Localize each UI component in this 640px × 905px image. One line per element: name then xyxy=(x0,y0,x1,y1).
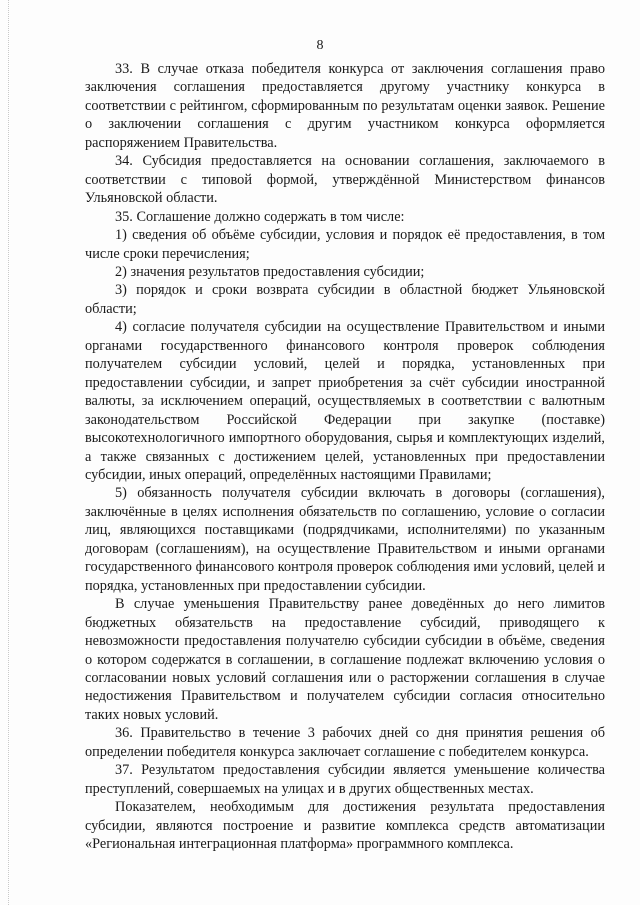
paragraph-33: 33. В случае отказа победителя конкурса от заключения соглашения право заключения соглашения предоставляется другому участнику конкурса в соответствии с рейтингом, сформированным по результатам оценки заявок. Решение о заключении соглашения с другим участником конкурса оформляется распоряжением Правительства. xyxy=(85,61,605,151)
list-item-3: 3) порядок и сроки возврата субсидии в областной бюджет Ульяновской области; xyxy=(85,282,605,317)
paragraph-36: 36. Правительство в течение 3 рабочих дней со дня принятия решения об определении победителя конкурса заключает соглашение с победителем конкурса. xyxy=(85,725,605,760)
list-item-1: 1) сведения об объёме субсидии, условия и порядок её предоставления, в том числе сроки перечисления; xyxy=(85,227,605,262)
document-body xyxy=(85,60,605,853)
paragraph-limits-reduction: В случае уменьшения Правительству ранее доведённых до него лимитов бюджетных обязательств на предоставление субсидий, приводящего к невозможности предоставления получателю субсидии субсидии в объёме, сведения о котором содержатся в соглашении, в соглашение подлежат включению условия о согласовании новых условий соглашения или о расторжении соглашения в случае недостижения Правительством и получателем субсидии согласия относительно таких новых условий. xyxy=(85,596,605,723)
list-item-2: 2) значения результатов предоставления субсидии; xyxy=(115,263,425,280)
paragraph-37: 37. Результатом предоставления субсидии является уменьшение количества преступлений, совершаемых на улицах и в других общественных местах. xyxy=(85,762,605,797)
paragraph-35: 35. Соглашение должно содержать в том числе: xyxy=(115,208,405,225)
binding-margin-line xyxy=(8,0,9,905)
paragraph-indicator: Показателем, необходимым для достижения результата предоставления субсидии, являются построение и развитие комплекса средств автоматизации «Региональная интеграционная платформа» программного комплекса. xyxy=(85,799,605,853)
list-item-4: 4) согласие получателя субсидии на осуществление Правительством и иными органами государственного финансового контроля проверок соблюдения получателем субсидии условий, целей и порядка, установленных при предоставлении субсидии, и запрет приобретения за счёт субсидии иностранной валюты, за исключением операций, осуществляемых в соответствии с валютным законодательством Российской Федерации при закупке (поставке) высокотехнологичного импортного оборудования, сырья и комплектующих изделий, а также связанных с достижением целей, установленных при предоставлении субсидии, иных операций, определённых настоящими Правилами; xyxy=(85,319,605,483)
paragraph-34: 34. Субсидия предоставляется на основании соглашения, заключаемого в соответствии с типовой формой, утверждённой Министерством финансов Ульяновской области. xyxy=(85,153,605,207)
list-item-5: 5) обязанность получателя субсидии включать в договоры (соглашения), заключённые в целях исполнения обязательств по соглашению, условие о согласии лиц, являющихся поставщиками (подрядчиками, исполнителями) по указанным договорам (соглашениям), на осуществление Правительством и иными органами государственного финансового контроля проверок соблюдения ими условий, целей и порядка, установленных при предоставлении субсидии. xyxy=(85,485,605,594)
page-number: 8 xyxy=(316,38,324,53)
